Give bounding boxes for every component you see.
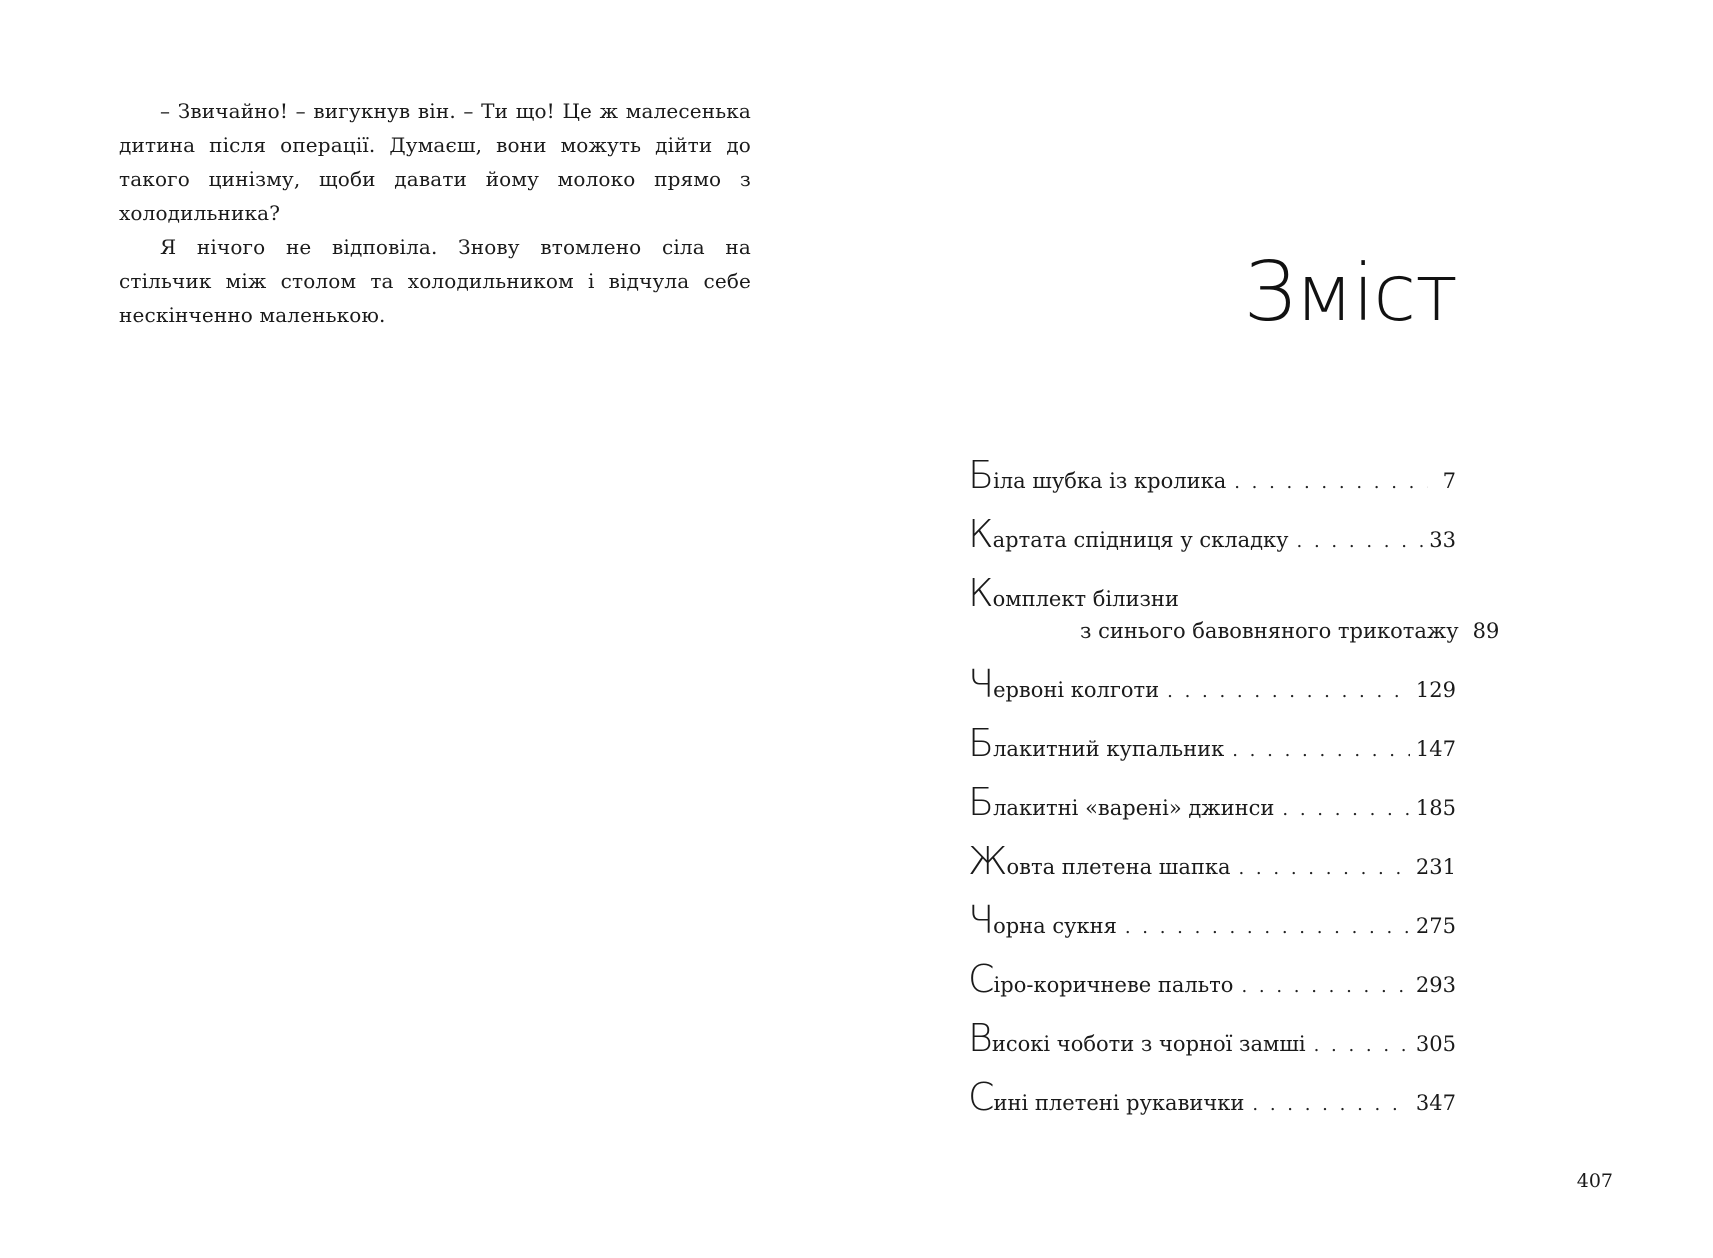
toc-list <box>968 453 1500 1141</box>
toc-initial: К <box>968 512 993 556</box>
toc-initial: Б <box>968 780 994 824</box>
toc-initial: Ж <box>968 839 1007 883</box>
toc-initial: Б <box>968 453 994 497</box>
toc-entry[interactable] <box>968 662 1456 728</box>
toc-entry[interactable] <box>968 512 1456 578</box>
toc-entry-title <box>968 898 1117 942</box>
toc-page-number: 147 <box>1415 737 1456 761</box>
paragraph: Я нічого не відповіла. Знову втомлено сіла на стільчик між столом та холодильником і відчула себе нескінченно маленькою. <box>119 235 751 327</box>
dot-leader <box>1125 913 1410 943</box>
left-page <box>0 0 856 1258</box>
toc-entry[interactable] <box>968 1075 1456 1141</box>
dot-leader <box>1252 1090 1410 1120</box>
dot-leader <box>1297 527 1424 557</box>
toc-page-number: 33 <box>1429 528 1456 552</box>
toc-initial: Ч <box>968 898 994 942</box>
toc-initial: К <box>968 571 993 615</box>
toc-initial: Б <box>968 721 994 765</box>
dot-leader <box>1314 1031 1410 1061</box>
toc-page-number: 305 <box>1415 1032 1456 1056</box>
toc-title-text: овта плетена шапка <box>1006 855 1231 879</box>
toc-initial: С <box>968 1075 994 1119</box>
toc-title-initial: З <box>1243 245 1295 340</box>
toc-entry-title <box>968 957 1234 1001</box>
toc-page-number: 7 <box>1442 469 1456 493</box>
toc-initial: Ч <box>968 662 994 706</box>
toc-title-text: іро-коричневе пальто <box>993 973 1234 997</box>
toc-title-text: омплект білизни <box>992 587 1179 611</box>
toc-entry-title <box>968 721 1225 765</box>
toc-title <box>856 245 1457 340</box>
toc-entry-title <box>968 571 1179 615</box>
toc-title-rest: міст <box>1294 249 1457 339</box>
dot-leader <box>1241 972 1409 1002</box>
page-number: 407 <box>1576 1170 1613 1192</box>
toc-entry[interactable] <box>968 780 1456 846</box>
toc-entry[interactable] <box>968 721 1456 787</box>
toc-entry[interactable] <box>968 898 1456 964</box>
toc-entry-title <box>968 453 1227 497</box>
toc-entry-title <box>968 839 1231 883</box>
toc-entry-title <box>968 1016 1306 1060</box>
toc-entry[interactable] <box>968 453 1456 519</box>
toc-page-number: 129 <box>1415 678 1456 702</box>
toc-title-text: орна сукня <box>993 914 1117 938</box>
toc-initial: С <box>968 957 994 1001</box>
toc-page-number: 89 <box>1472 619 1500 643</box>
right-page <box>856 0 1713 1258</box>
dot-leader <box>1238 854 1409 884</box>
dot-leader <box>1234 468 1428 498</box>
toc-title-text: іла шубка із кролика <box>993 469 1227 493</box>
toc-entry-title <box>968 780 1275 824</box>
toc-title-text: лакитний купальник <box>993 737 1225 761</box>
dot-leader <box>1232 736 1410 766</box>
toc-title-text: ервоні колготи <box>993 678 1160 702</box>
toc-entry[interactable] <box>968 571 1500 669</box>
toc-page-number: 347 <box>1415 1091 1456 1115</box>
toc-page-number: 293 <box>1415 973 1456 997</box>
toc-entry-title <box>968 512 1289 556</box>
toc-entry-title-continued: з синього бавовняного трикотажу <box>1080 619 1459 643</box>
toc-title-text: артата спідниця у складку <box>992 528 1289 552</box>
toc-title-text: исокі чоботи з чорної замші <box>991 1032 1306 1056</box>
toc-entry-title <box>968 662 1160 706</box>
toc-page-number: 275 <box>1415 914 1456 938</box>
body-text <box>119 94 751 332</box>
dot-leader <box>1167 677 1410 707</box>
toc-page-number: 185 <box>1415 796 1456 820</box>
toc-entry[interactable] <box>968 1016 1456 1082</box>
toc-title-text: ині плетені рукавички <box>993 1091 1245 1115</box>
toc-title-text: лакитні «варені» джинси <box>993 796 1275 820</box>
toc-entry[interactable] <box>968 957 1456 1023</box>
toc-entry-title <box>968 1075 1245 1119</box>
toc-page-number: 231 <box>1415 855 1456 879</box>
paragraph: – Звичайно! – вигукнув він. – Ти що! Це ж малесенька дитина після операції. Думаєш, вони можуть дійти до такого цинізму, щоби давати йому молоко прямо з холодильника? <box>119 99 751 225</box>
toc-initial: В <box>968 1016 992 1060</box>
toc-entry[interactable] <box>968 839 1456 905</box>
dot-leader <box>1282 795 1410 825</box>
